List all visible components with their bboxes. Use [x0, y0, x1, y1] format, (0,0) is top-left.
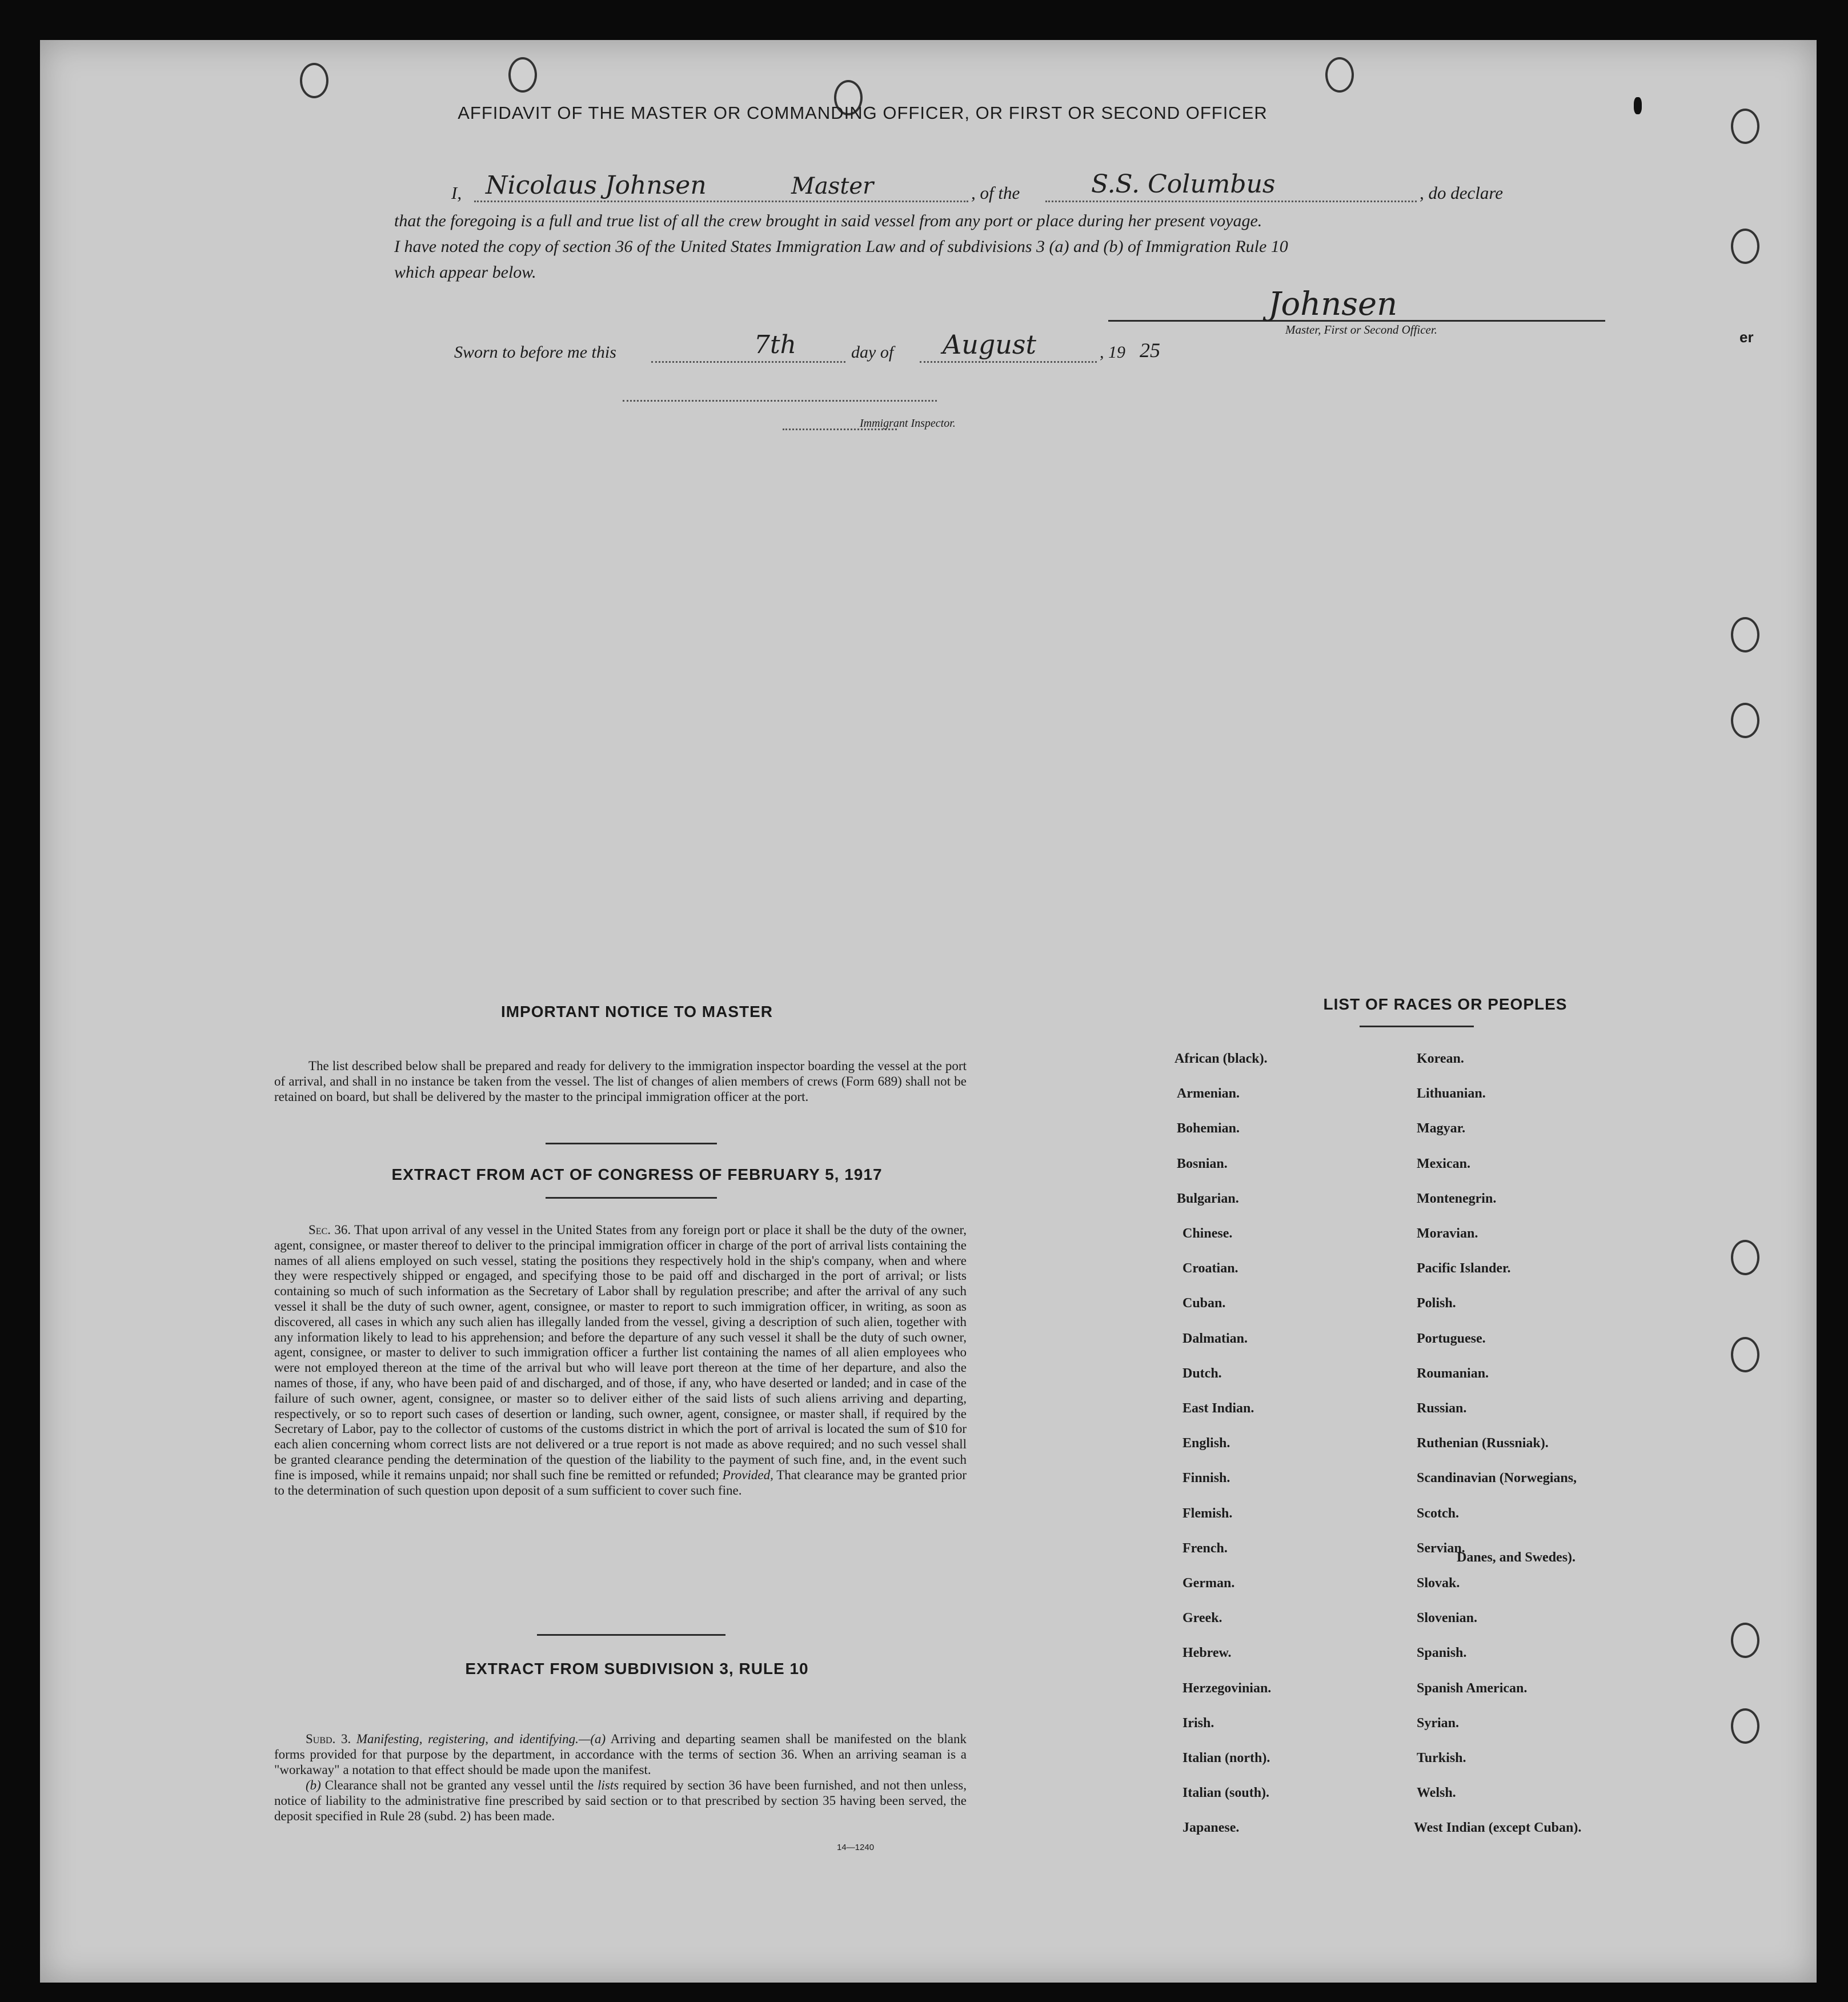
- affidavit-title: AFFIDAVIT OF THE MASTER OR COMMANDING OFFICER, OR FIRST OR SECOND OFFICER: [458, 103, 1268, 123]
- race-item: Croatian.: [1182, 1261, 1238, 1276]
- race-item: West Indian (except Cuban).: [1414, 1820, 1582, 1836]
- race-item: Cuban.: [1182, 1296, 1226, 1311]
- inspector-caption: Immigrant Inspector.: [860, 417, 956, 430]
- name-handwriting: Nicolaus Johnsen: [486, 171, 707, 200]
- divider: [546, 1197, 717, 1199]
- race-item: Polish.: [1417, 1296, 1456, 1311]
- race-item: Armenian.: [1177, 1086, 1240, 1102]
- race-item: Korean.: [1417, 1051, 1464, 1066]
- margin-fragment: er: [1739, 329, 1754, 346]
- divider: [1360, 1026, 1474, 1027]
- race-item: Flemish.: [1182, 1505, 1233, 1521]
- race-item: Turkish.: [1417, 1751, 1466, 1765]
- race-item: Chinese.: [1182, 1226, 1233, 1241]
- of-the-label: , of the: [971, 183, 1020, 203]
- act-text: [274, 1223, 967, 1498]
- race-item: Mexican.: [1417, 1156, 1470, 1171]
- race-item: Italian (north).: [1182, 1751, 1270, 1765]
- race-item: Dalmatian.: [1182, 1331, 1248, 1346]
- races-title: LIST OF RACES OR PEOPLES: [1323, 995, 1568, 1013]
- month-handwriting: August: [943, 329, 1037, 360]
- divider: [537, 1634, 725, 1636]
- race-item: French.: [1182, 1540, 1228, 1556]
- b-lists: lists: [598, 1778, 619, 1792]
- race-item: German.: [1182, 1576, 1235, 1591]
- rank-handwriting: Master: [791, 173, 874, 199]
- affidavit-line-3: I have noted the copy of section 36 of the United States Immigration Law and of subdivisions 3 (a) and (b) of Immigration Rule 10: [394, 237, 1288, 256]
- sec-label: Sec. 36.: [308, 1223, 351, 1237]
- race-item: Bohemian.: [1177, 1121, 1240, 1136]
- race-item: Slovenian.: [1417, 1611, 1478, 1626]
- race-item: Herzegovinian.: [1182, 1680, 1272, 1696]
- month-field: [920, 329, 1097, 363]
- vessel-handwriting: S.S. Columbus: [1091, 170, 1276, 199]
- binder-hole: [1731, 109, 1759, 144]
- form-number: 14—1240: [837, 1843, 875, 1852]
- sworn-label: Sworn to before me this: [454, 343, 616, 362]
- race-item: Roumanian.: [1417, 1366, 1489, 1381]
- provided-label: Provided,: [722, 1467, 773, 1482]
- a-label: —(a): [578, 1732, 606, 1746]
- race-item: Scotch.: [1417, 1505, 1459, 1521]
- declare-label: , do declare: [1420, 183, 1504, 203]
- race-item: Irish.: [1182, 1715, 1214, 1731]
- race-item: Ruthenian (Russniak).: [1417, 1436, 1549, 1451]
- binder-hole: [1731, 1337, 1759, 1372]
- rule-title: EXTRACT FROM SUBDIVISION 3, RULE 10: [465, 1660, 809, 1677]
- race-item: Dutch.: [1182, 1366, 1222, 1381]
- notice-text: The list described below shall be prepared and ready for delivery to the immigration inspector boarding the vessel at the port of arrival, and shall in no instance be taken from the vessel. The list of changes of alien members of crews (Form 689) shall not be retained on board, but shall be delivered by the master to the principal immigration officer at the port.: [274, 1059, 967, 1104]
- punch-hole: [508, 57, 537, 93]
- act-title: EXTRACT FROM ACT OF CONGRESS OF FEBRUARY 5, 1917: [391, 1166, 883, 1183]
- affidavit-line-4: which appear below.: [394, 263, 536, 282]
- signature-caption: Master, First or Second Officer.: [1285, 323, 1437, 337]
- inspector-line: [623, 394, 937, 402]
- act-body: That upon arrival of any vessel in the United States from any foreign port or place it shall be the duty of the owner, agent, consignee, or master thereof to deliver to the principal immigration officer in charge of the port of arrival lists containing the names of all aliens employed on such vessel, stating the positions they respectively hold in the ship's company, when and where they were respectively shipped or engaged, and specifying those to be paid off and discharged in the port of arrival; or lists containing so much of such information as the Secretary of Labor shall by regulation prescribe; and after the arrival of any such vessel it shall be the duty of such owner, agent, consignee, or master to report to such immigration officer, in writing, as soon as discovered, all cases in which any such alien has illegally landed from the vessel, giving a description of such alien, together with any information likely to lead to his apprehension; and before the departure of any such vessel it shall be the duty of such owner, agent, consignee, or master to deliver to such immigration officer a further list containing the names of all alien employees who were not employed thereon at the time of the arrival but who will leave port thereon at the time of her departure, and also the names of those, if any, who have been paid of and discharged, and of those, if any, who have deserted or landed; and in case of the failure of such owner, agent, consignee, or master so to deliver either of the said lists of such aliens arriving and departing, respectively, or so to report such cases of desertion or landing, such owner, agent, consignee, or master shall, if required by the Secretary of Labor, pay to the collector of customs of the customs district in which the port of arrival is located the sum of $10 for each alien concerning whom correct lists are not delivered or a true report is not made as above required; and no such vessel shall be granted clearance pending the determination of the question of the liability to the payment of such fine, and, in the event such fine is imposed, while it remains unpaid; nor shall such fine be remitted or refunded;: [274, 1223, 967, 1482]
- race-item: Lithuanian.: [1417, 1086, 1486, 1102]
- race-item: Slovak.: [1417, 1576, 1460, 1591]
- day-handwriting: 7th: [754, 330, 797, 359]
- b-label: (b): [306, 1778, 321, 1792]
- race-item: English.: [1182, 1436, 1230, 1451]
- act-body-end: That clearance may be granted prior to the determination of such question upon deposit of a sum sufficient to cover such fine.: [274, 1467, 967, 1498]
- race-item: Magyar.: [1417, 1121, 1466, 1136]
- race-item: Portuguese.: [1417, 1331, 1486, 1346]
- race-item: Greek.: [1182, 1611, 1222, 1626]
- race-item: Russian.: [1417, 1401, 1467, 1416]
- a-text: Arriving and departing seamen shall be manifested on the blank forms provided for that purpose by the department, in accordance with the terms of section 36. When an arriving seaman is a "workaway" a notation to that effect should be made upon the manifest.: [274, 1732, 967, 1777]
- day-of-label: day of: [851, 343, 894, 362]
- divider: [546, 1143, 717, 1144]
- race-item: Scandinavian (Norwegians,: [1417, 1471, 1577, 1486]
- year-prefix: , 19: [1100, 343, 1125, 362]
- punch-hole: [1325, 57, 1354, 93]
- race-item: Italian (south).: [1182, 1785, 1270, 1801]
- punch-hole: [300, 63, 328, 98]
- race-item: Servian.: [1417, 1540, 1465, 1556]
- race-item: African (black).: [1174, 1051, 1268, 1066]
- race-item: Welsh.: [1417, 1785, 1456, 1801]
- signature-handwriting: Johnsen: [1268, 286, 1398, 323]
- b-text-2: required by section 36 have been furnished, and not then unless, notice of liability to the administrative fine prescribed by said section or to that prescribed by section 35 having been served, the deposit specified in Rule 28 (subd. 2) has been made.: [274, 1778, 967, 1823]
- race-item: Pacific Islander.: [1417, 1261, 1511, 1276]
- race-item: Syrian.: [1417, 1715, 1460, 1731]
- day-field: [651, 330, 845, 363]
- race-item: East Indian.: [1182, 1401, 1254, 1416]
- race-item: Bulgarian.: [1177, 1191, 1239, 1206]
- race-item: Moravian.: [1417, 1226, 1478, 1241]
- binder-hole: [1731, 1708, 1759, 1744]
- race-item: Spanish American.: [1417, 1680, 1528, 1696]
- affidavit-line-2: that the foregoing is a full and true list of all the crew brought in said vessel from any port or place during her present voyage.: [394, 211, 1262, 230]
- race-item: Hebrew.: [1182, 1645, 1232, 1661]
- vessel-field: [1045, 170, 1417, 202]
- b-text-1: Clearance shall not be granted any vessel until the: [324, 1778, 594, 1792]
- rule-text: [274, 1731, 967, 1824]
- name-field: [474, 171, 968, 202]
- i-label: I,: [451, 183, 462, 203]
- binder-hole: [1731, 703, 1759, 738]
- binder-hole: [1731, 1623, 1759, 1658]
- race-item: Montenegrin.: [1417, 1191, 1497, 1206]
- race-item: Japanese.: [1182, 1820, 1240, 1836]
- race-continuation: Danes, and Swedes).: [1457, 1550, 1576, 1565]
- binder-hole: [1731, 617, 1759, 652]
- binder-hole: [1731, 229, 1759, 264]
- year-handwriting: 25: [1140, 339, 1160, 362]
- race-item: Spanish.: [1417, 1645, 1467, 1661]
- binder-hole: [1731, 1240, 1759, 1275]
- race-item: Bosnian.: [1177, 1156, 1228, 1171]
- document-page: [40, 40, 1817, 1983]
- notice-title: IMPORTANT NOTICE TO MASTER: [500, 1003, 773, 1020]
- race-item: Finnish.: [1182, 1471, 1230, 1486]
- subd-label: Subd. 3.: [306, 1732, 351, 1746]
- subd-heading: Manifesting, registering, and identifying.: [356, 1732, 579, 1746]
